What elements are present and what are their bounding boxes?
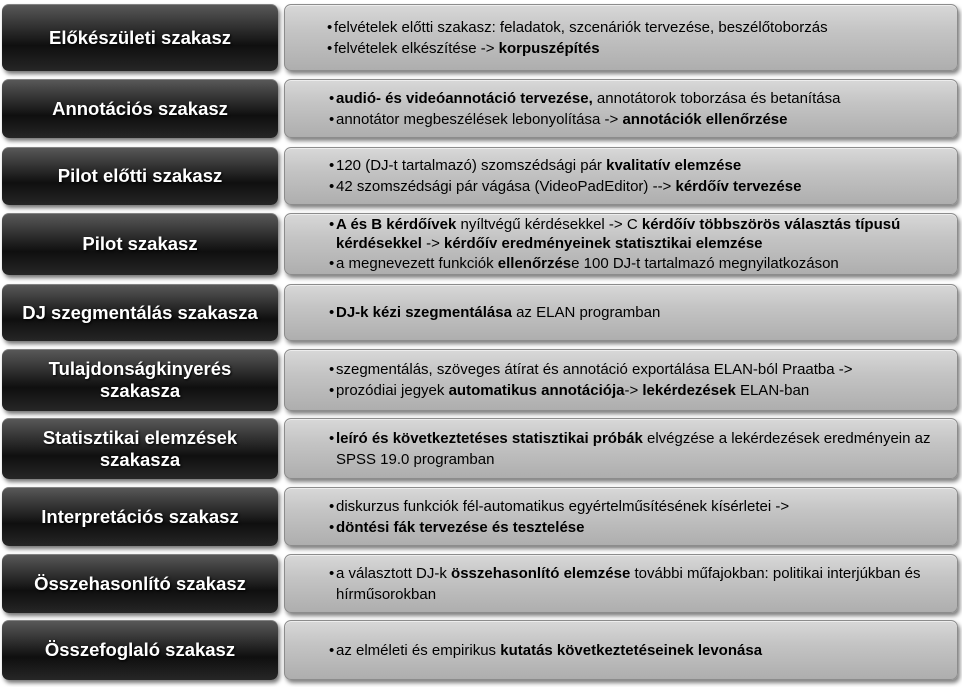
bullet-item: • DJ-k kézi szegmentálása az ELAN programban (329, 302, 951, 323)
bullet-item: • annotátor megbeszélések lebonyolítása -> annotációk ellenőrzése (329, 109, 951, 130)
phase-description (284, 487, 958, 546)
phase-description (284, 349, 958, 411)
phase-description (284, 620, 958, 680)
bullet-item: • döntési fák tervezése és tesztelése (329, 517, 951, 538)
phase-label: Pilot előtti szakasz (2, 147, 278, 205)
phase-label: Összehasonlító szakasz (2, 554, 278, 613)
phase-description (284, 147, 958, 205)
bullet-item: • felvételek elkészítése -> korpuszépítés (327, 38, 951, 59)
bullet-item: • felvételek előtti szakasz: feladatok, szcenáriók tervezése, beszélőtoborzás (327, 17, 951, 38)
phase-row-pre-pilot (0, 147, 962, 205)
phase-label: Annotációs szakasz (2, 79, 278, 138)
phase-description (284, 418, 958, 479)
phase-description (284, 79, 958, 138)
phase-label: Tulajdonságkinyerés szakasza (2, 349, 278, 411)
phase-row-annotation (0, 79, 962, 138)
bullet-item: • 120 (DJ-t tartalmazó) szomszédsági pár kvalitatív elemzése (329, 155, 951, 176)
phase-row-segmentation (0, 284, 962, 341)
phase-row-pilot (0, 213, 962, 275)
bullet-item: • a választott DJ-k összehasonlító elemzése további műfajokban: politikai interjúkban és hírműsorokban (329, 563, 951, 605)
phase-row-summary (0, 620, 962, 680)
phase-row-feature-extraction (0, 349, 962, 411)
bullet-item: • az elméleti és empirikus kutatás következtetéseinek levonása (329, 640, 951, 661)
bullet-item: • prozódiai jegyek automatikus annotációja-> lekérdezések ELAN-ban (329, 380, 951, 401)
bullet-item: • audió- és videóannotáció tervezése, annotátorok toborzása és betanítása (329, 88, 951, 109)
phase-description (284, 554, 958, 613)
phase-label: Összefoglaló szakasz (2, 620, 278, 680)
phase-label: Statisztikai elemzések szakasza (2, 418, 278, 479)
phase-row-statistics (0, 418, 962, 479)
phase-description (284, 213, 958, 275)
bullet-item: • a megnevezett funkciók ellenőrzése 100 DJ-t tartalmazó megnyilatkozáson (329, 254, 951, 274)
bullet-item: • A és B kérdőívek nyíltvégű kérdésekkel -> C kérdőív többszörös választás típusú kérdésekkel -> kérdőív eredményeinek statisztikai elemzése (329, 215, 951, 254)
phase-row-interpretation (0, 487, 962, 546)
bullet-item: • leíró és következtetéses statisztikai próbák elvégzése a lekérdezések eredményein az SPSS 19.0 programban (329, 428, 951, 470)
phase-row-comparison (0, 554, 962, 613)
bullet-item: • diskurzus funkciók fél-automatikus egyértelműsítésének kísérletei -> (329, 496, 951, 517)
phase-description (284, 284, 958, 341)
phase-label: Előkészületi szakasz (2, 4, 278, 71)
phase-label: Pilot szakasz (2, 213, 278, 275)
phase-description (284, 4, 958, 71)
bullet-item: • szegmentálás, szöveges átírat és annotáció exportálása ELAN-ból Praatba -> (329, 359, 951, 380)
phase-label: DJ szegmentálás szakasza (2, 284, 278, 341)
bullet-item: • 42 szomszédsági pár vágása (VideoPadEditor) --> kérdőív tervezése (329, 176, 951, 197)
phase-row-preparation (0, 4, 962, 71)
phase-label: Interpretációs szakasz (2, 487, 278, 546)
